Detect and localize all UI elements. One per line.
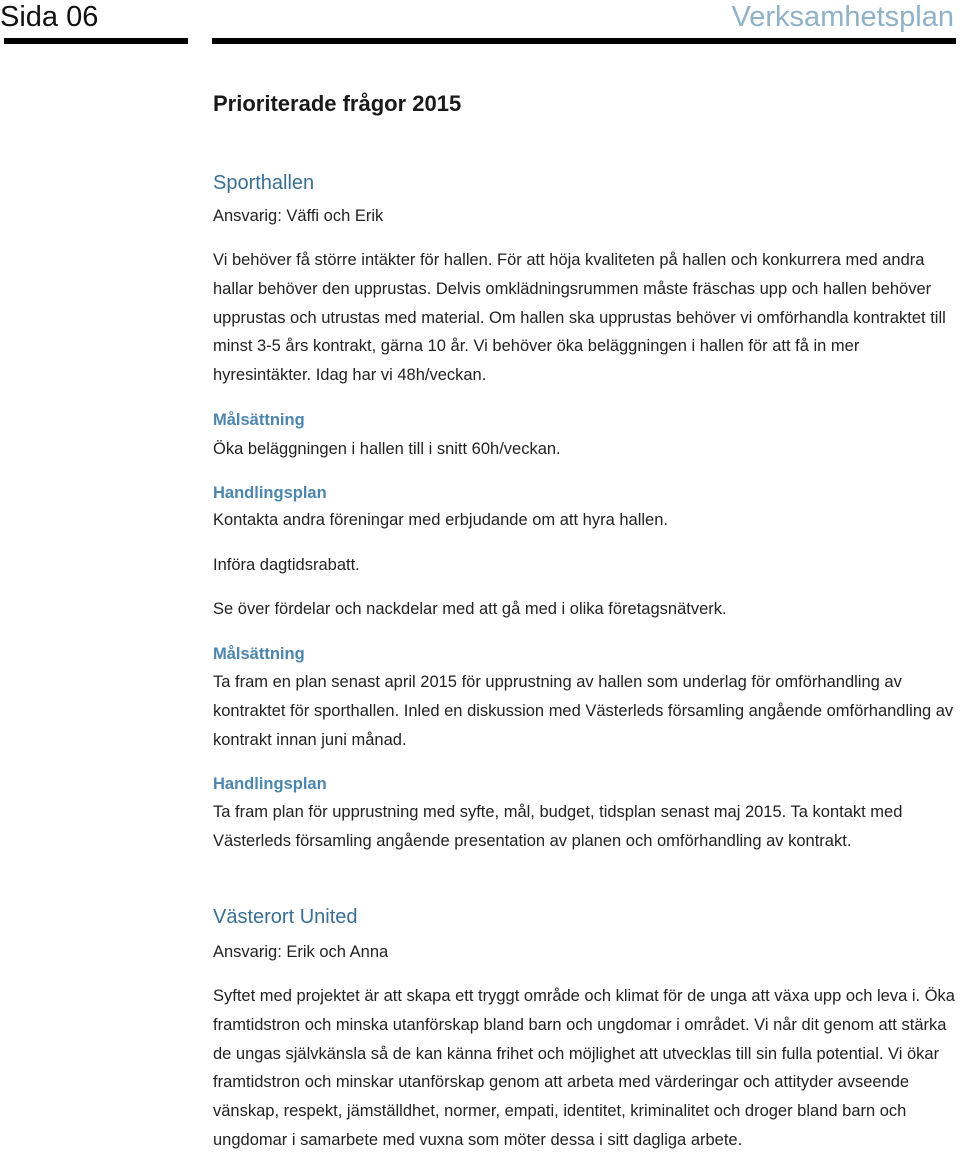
plan-heading-2: Handlingsplan [213,775,327,793]
goal-heading-2: Målsättning [213,645,305,663]
page-number: Sida 06 [0,1,99,33]
section-title-vasterort-united: Västerort United [213,906,358,928]
responsible-vasterort-united: Ansvarig: Erik och Anna [213,943,389,961]
intro-sporthallen: Vi behöver få större intäkter för hallen. För att höja kvaliteten på hallen och konkurrera med andra hallar behöver den upprustas. Delvis omklädningsrummen måste fräschas upp och hallen behöver upprustas och utrustas med material. Om hallen ska upprustas behöver vi omförhandla kontraktet till minst 3-5 års kontrakt, gärna 10 år. Vi behöver öka beläggningen i hallen för att få in mer hyresintäkter. Idag har vi 48h/veckan. [213,251,946,385]
goal-text-1: Öka beläggningen i hallen till i snitt 60h/veckan. [213,440,561,458]
section-title-sporthallen: Sporthallen [213,172,315,194]
responsible-sporthallen: Ansvarig: Väffi och Erik [213,207,384,225]
plan-heading-1: Handlingsplan [213,484,327,502]
main-heading: Prioriterade frågor 2015 [213,91,462,116]
plan-item-2: Införa dagtidsrabatt. [213,556,360,574]
goal-heading-1: Målsättning [213,411,305,429]
plan-text-2: Ta fram plan för upprustning med syfte, mål, budget, tidsplan senast maj 2015. Ta kontakt med Västerleds församling angående presentation av planen och omförhandling av kontrakt. [213,803,903,850]
page-header [0,0,960,48]
goal-text-2: Ta fram en plan senast april 2015 för upprustning av hallen som underlag för omförhandling av kontraktet för sporthallen. Inled en diskussion med Västerleds församling angående omförhandling av kontrakt innan juni månad. [213,673,954,749]
document-title: Verksamhetsplan [731,1,954,33]
intro-vasterort-united: Syftet med projektet är att skapa ett tryggt område och klimat för de unga att växa upp och leva i. Öka framtidstron och minska utanförskap bland barn och ungdomar i området. Vi når dit genom att stärka de ungas självkänsla så de kan känna frihet och möjlighet att utvecklas till sin fulla potential. Vi ökar framtidstron och minskar utanförskap genom att arbeta med värderingar och attityder avseende vänskap, respekt, jämställdhet, normer, empati, identitet, kriminalitet och droger bland barn och ungdomar i samarbete med vuxna som möter dessa i sitt dagliga arbete. [213,987,955,1149]
header-rule-right [212,38,956,44]
plan-item-3: Se över fördelar och nackdelar med att gå med i olika företagsnätverk. [213,600,727,618]
plan-item-1: Kontakta andra föreningar med erbjudande om att hyra hallen. [213,511,668,529]
header-rule-left [4,38,188,44]
